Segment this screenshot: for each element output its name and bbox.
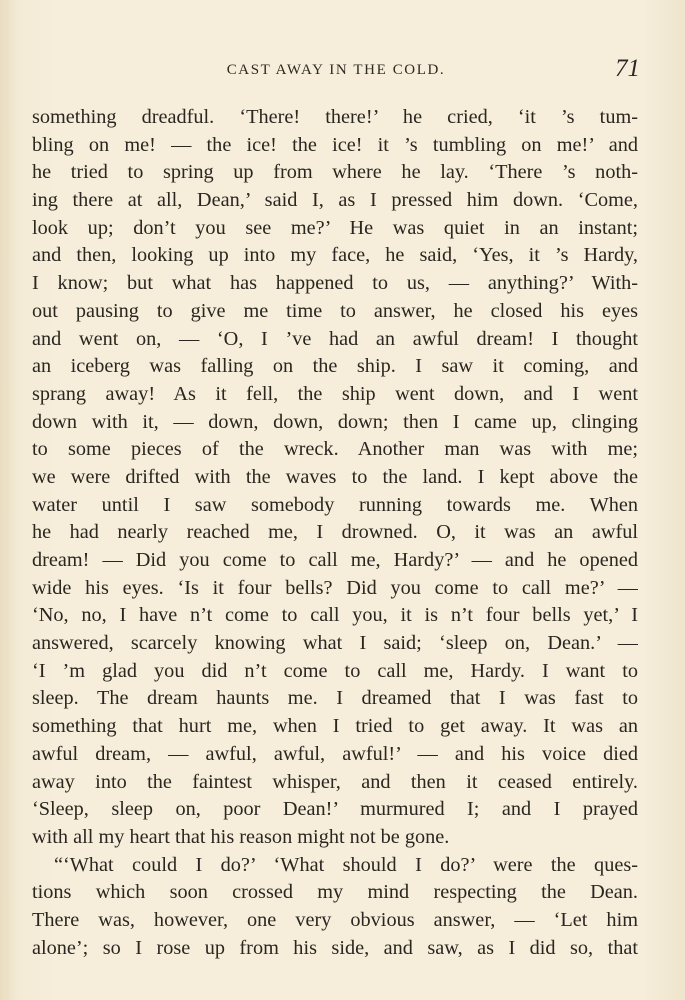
text-line: alone’; so I rose up from his side, and saw, as I did so, that: [32, 936, 638, 959]
page-number: 71: [615, 55, 640, 82]
text-line: “‘What could I do?’ ‘What should I do?’ were the ques-: [54, 853, 638, 876]
text-line: dream! — Did you come to call me, Hardy?’ — and he opened: [32, 549, 638, 571]
page-header: [32, 55, 640, 84]
text-line: and then, looking up into my face, he said, ‘Yes, it ’s Hardy,: [32, 244, 638, 267]
text-line: sprang away! As it fell, the ship went down, and I went: [32, 382, 638, 405]
text-line: with all my heart that his reason might not be gone.: [32, 825, 450, 848]
text-line: wide his eyes. ‘Is it four bells? Did you come to call me?’ —: [32, 576, 638, 599]
text-line: something that hurt me, when I tried to get away. It was an: [32, 715, 638, 738]
text-line: we were drifted with the waves to the land. I kept above the: [32, 465, 638, 488]
text-line: he tried to spring up from where he lay. ‘There ’s noth-: [32, 161, 638, 184]
text-line: look up; don’t you see me?’ He was quiet in an instant;: [32, 216, 638, 239]
text-line: ing there at all, Dean,’ said I, as I pressed him down. ‘Come,: [32, 189, 638, 212]
running-head: CAST AWAY IN THE COLD.: [226, 62, 446, 78]
text-line: There was, however, one very obvious answer, — ‘Let him: [32, 908, 638, 931]
text-line: answered, scarcely knowing what I said; ‘sleep on, Dean.’ —: [32, 632, 638, 655]
text-line: he had nearly reached me, I drowned. O, it was an awful: [32, 521, 638, 544]
text-line: out pausing to give me time to answer, he closed his eyes: [32, 299, 638, 322]
text-line: ‘Sleep, sleep on, poor Dean!’ murmured I; and I prayed: [32, 798, 638, 821]
text-line: down with it, — down, down, down; then I came up, clinging: [32, 410, 638, 433]
text-line: to some pieces of the wreck. Another man was with me;: [32, 438, 638, 461]
text-line: ‘No, no, I have n’t come to call you, it is n’t four bells yet,’ I: [32, 604, 638, 627]
text-line: an iceberg was falling on the ship. I saw it coming, and: [32, 355, 638, 378]
body-text: [32, 104, 638, 962]
text-line: away into the faintest whisper, and then it ceased entirely.: [32, 770, 638, 793]
text-line: tions which soon crossed my mind respecting the Dean.: [32, 881, 638, 904]
text-line: bling on me! — the ice! the ice! it ’s tumbling on me!’ and: [32, 133, 638, 156]
text-line: and went on, — ‘O, I ’ve had an awful dream! I thought: [32, 327, 638, 350]
text-line: water until I saw somebody running towards me. When: [32, 493, 638, 516]
text-line: awful dream, — awful, awful, awful!’ — and his voice died: [32, 742, 638, 765]
text-line: ‘I ’m glad you did n’t come to call me, Hardy. I want to: [32, 659, 638, 682]
text-line: sleep. The dream haunts me. I dreamed that I was fast to: [32, 687, 638, 710]
text-line: something dreadful. ‘There! there!’ he cried, ‘it ’s tum-: [32, 106, 638, 128]
text-line: I know; but what has happened to us, — anything?’ With-: [32, 272, 638, 295]
